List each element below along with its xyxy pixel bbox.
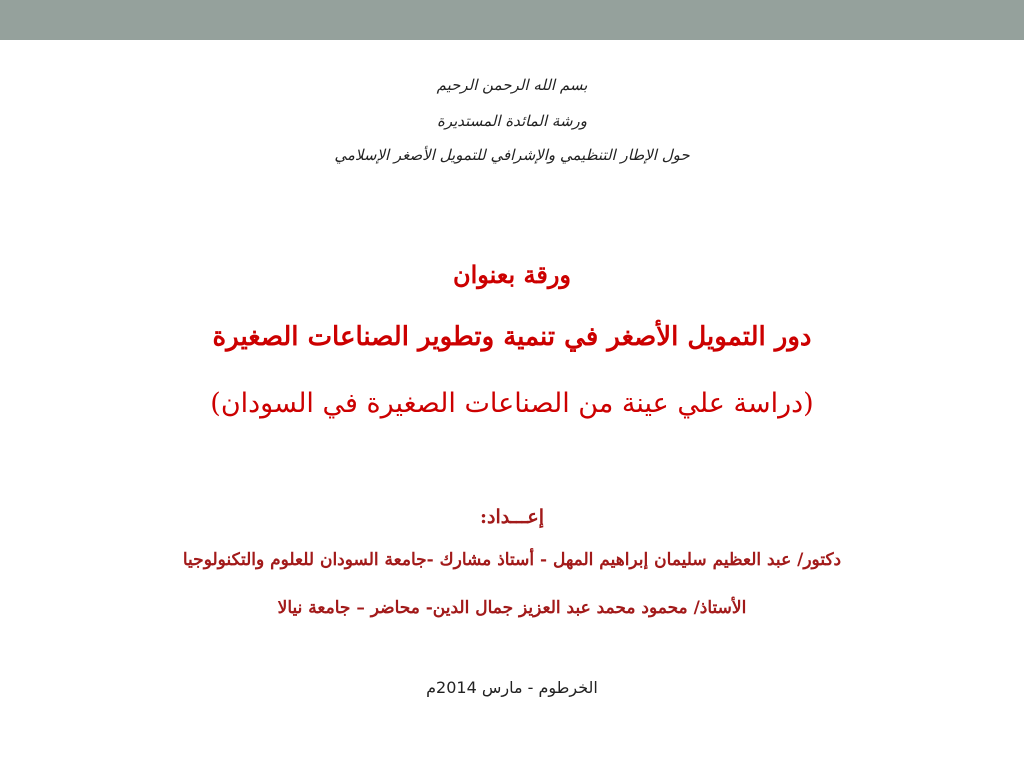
author-1: دكتور/ عبد العظيم سليمان إبراهيم المهل - أستاذ مشارك -جامعة السودان للعلوم والتكنولوجيا [182, 550, 842, 570]
top-bar [0, 0, 1024, 40]
prepared-by-label: إعـــداد: [479, 506, 545, 528]
paper-subtitle: (دراسة علي عينة من الصناعات الصغيرة في السودان) [210, 388, 814, 419]
basmala: بسم الله الرحمن الرحيم [436, 76, 588, 94]
place-date: الخرطوم - مارس 2014م [426, 678, 598, 697]
paper-title: دور التمويل الأصغر في تنمية وتطوير الصناعات الصغيرة [212, 322, 812, 352]
paper-intro: ورقة بعنوان [452, 260, 572, 289]
workshop-title: ورشة المائدة المستديرة [436, 112, 588, 130]
workshop-topic: حول الإطار التنظيمي والإشرافي للتمويل الأصغر الإسلامي [334, 146, 690, 164]
author-2: الأستاذ/ محمود محمد عبد العزيز جمال الدين- محاضر – جامعة نيالا [277, 598, 747, 618]
